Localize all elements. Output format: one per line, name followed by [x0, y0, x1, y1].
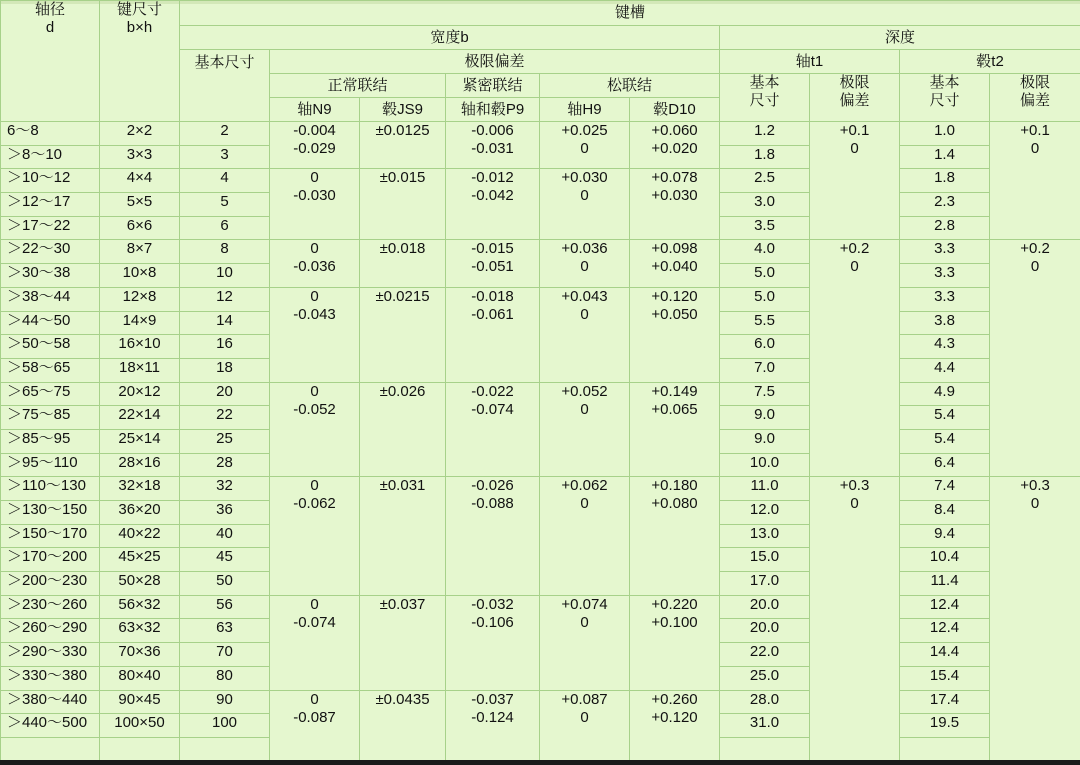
h9-lower: 0	[580, 400, 589, 418]
cell-key-size: 14×9	[100, 311, 180, 335]
cell-shaft-h9	[540, 122, 630, 169]
t2-dev-upper: +0.3	[1020, 477, 1050, 495]
cell-width-basic: 8	[180, 240, 270, 264]
cell-t2-basic: 12.4	[900, 619, 990, 643]
cell-shaft-diameter: ＞150～170	[1, 524, 100, 548]
cell-width-basic: 5	[180, 193, 270, 217]
h9-upper: +0.074	[561, 595, 608, 613]
cell-width-basic: 10	[180, 264, 270, 288]
p9-upper: -0.012	[471, 169, 514, 187]
cell-hub-d10	[630, 690, 720, 761]
cell-shaft-diameter: ＞330～380	[1, 666, 100, 690]
cell-hub-d10	[630, 240, 720, 287]
cell-shaft-h9	[540, 240, 630, 287]
cell-hub-d10	[630, 287, 720, 382]
header-key-size-line2: b×h	[126, 19, 153, 36]
p9-upper: -0.006	[471, 122, 514, 139]
bottom-bar	[0, 760, 1080, 765]
cell-t2-basic: 3.3	[900, 287, 990, 311]
cell-t1-basic: 22.0	[720, 643, 810, 667]
d10-lower: +0.030	[651, 187, 698, 205]
cell-key-size: 20×12	[100, 382, 180, 406]
p9-lower: -0.051	[471, 258, 514, 276]
cell-shaft-diameter: ＞130～150	[1, 501, 100, 525]
cell-width-basic: 25	[180, 429, 270, 453]
p9-upper: -0.022	[471, 382, 514, 400]
header-t2-basic	[900, 74, 990, 122]
cell-key-size: 16×10	[100, 335, 180, 359]
cell-hub-js9: ±0.018	[360, 240, 446, 287]
cell-shaft-diameter: ＞58～65	[1, 358, 100, 382]
cell-t1-basic: 9.0	[720, 429, 810, 453]
h9-lower: 0	[580, 140, 589, 157]
cell-key-size: 8×7	[100, 240, 180, 264]
cell-shaft-diameter: ＞170～200	[1, 548, 100, 572]
cell-hub-d10	[630, 477, 720, 595]
cell-width-basic: 32	[180, 477, 270, 501]
cell-width-basic: 56	[180, 595, 270, 619]
cell-shaft-hub-p9	[446, 382, 540, 477]
table-row	[1, 382, 1080, 406]
cell-key-size: 3×3	[100, 145, 180, 169]
n9-upper: 0	[310, 169, 319, 187]
cell-t2-basic: 3.3	[900, 264, 990, 288]
cell-t1-basic: 7.5	[720, 382, 810, 406]
header-t2-limit-line1: 极限	[1020, 74, 1051, 91]
cell-key-size: 18×11	[100, 358, 180, 382]
cell-blank-key	[100, 737, 180, 761]
cell-t2-basic: 9.4	[900, 524, 990, 548]
n9-lower: -0.029	[293, 140, 336, 157]
cell-t2-basic: 1.8	[900, 169, 990, 193]
cell-shaft-n9	[270, 690, 360, 761]
header-t2-basic-line2: 尺寸	[929, 92, 960, 109]
t2-dev-upper: +0.1	[1020, 122, 1050, 139]
cell-t2-limit	[990, 122, 1080, 240]
header-normal-fit: 正常联结	[270, 74, 446, 98]
header-shaft-diameter-line1: 轴径	[34, 1, 65, 18]
t1-dev-upper: +0.1	[839, 122, 870, 139]
cell-key-size: 2×2	[100, 122, 180, 146]
h9-upper: +0.025	[561, 122, 608, 139]
cell-blank-d	[1, 737, 100, 761]
h9-lower: 0	[580, 613, 589, 631]
header-hub-d10: 毂D10	[630, 98, 720, 122]
cell-key-size: 80×40	[100, 666, 180, 690]
t2-dev-upper: +0.2	[1020, 240, 1050, 258]
cell-key-size: 50×28	[100, 572, 180, 596]
cell-shaft-hub-p9	[446, 169, 540, 240]
cell-shaft-n9	[270, 382, 360, 477]
cell-blank-t1	[720, 737, 810, 761]
cell-shaft-h9	[540, 287, 630, 382]
d10-upper: +0.098	[651, 240, 698, 258]
cell-t1-basic: 13.0	[720, 524, 810, 548]
cell-key-size: 28×16	[100, 453, 180, 477]
d10-upper: +0.149	[651, 382, 698, 400]
cell-shaft-diameter: ＞85～95	[1, 429, 100, 453]
cell-t1-basic: 7.0	[720, 358, 810, 382]
n9-upper: 0	[310, 287, 319, 305]
p9-lower: -0.106	[471, 613, 514, 631]
cell-shaft-h9	[540, 595, 630, 690]
table-row	[1, 169, 1080, 193]
cell-key-size: 70×36	[100, 643, 180, 667]
cell-shaft-diameter: ＞95～110	[1, 453, 100, 477]
cell-hub-js9: ±0.026	[360, 382, 446, 477]
p9-upper: -0.015	[471, 240, 514, 258]
cell-t2-basic: 11.4	[900, 572, 990, 596]
cell-key-size: 40×22	[100, 524, 180, 548]
d10-upper: +0.220	[651, 595, 698, 613]
cell-t2-basic: 8.4	[900, 501, 990, 525]
cell-key-size: 22×14	[100, 406, 180, 430]
cell-t2-basic: 1.4	[900, 145, 990, 169]
p9-upper: -0.032	[471, 595, 514, 613]
header-t1-basic-line1: 基本	[749, 74, 780, 91]
h9-upper: +0.036	[561, 240, 608, 258]
n9-upper: 0	[310, 382, 319, 400]
cell-shaft-diameter: ＞65～75	[1, 382, 100, 406]
h9-upper: +0.062	[561, 477, 608, 495]
header-shaft-hub-p9: 轴和毂P9	[446, 98, 540, 122]
cell-t1-basic: 11.0	[720, 477, 810, 501]
cell-width-basic: 2	[180, 122, 270, 146]
t1-dev-lower: 0	[850, 495, 859, 513]
d10-lower: +0.100	[651, 613, 698, 631]
cell-hub-js9: ±0.0435	[360, 690, 446, 761]
h9-lower: 0	[580, 258, 589, 276]
cell-key-size: 10×8	[100, 264, 180, 288]
p9-lower: -0.124	[471, 708, 514, 726]
p9-lower: -0.088	[471, 495, 514, 513]
cell-t1-basic: 6.0	[720, 335, 810, 359]
cell-key-size: 56×32	[100, 595, 180, 619]
header-shaft-diameter-line2: d	[45, 19, 55, 36]
h9-upper: +0.052	[561, 382, 608, 400]
d10-lower: +0.040	[651, 258, 698, 276]
cell-shaft-n9	[270, 287, 360, 382]
cell-shaft-diameter: 6～8	[1, 122, 100, 146]
header-t1-basic-line2: 尺寸	[749, 92, 780, 109]
cell-shaft-diameter: ＞75～85	[1, 406, 100, 430]
cell-width-basic: 36	[180, 501, 270, 525]
cell-hub-d10	[630, 169, 720, 240]
h9-upper: +0.087	[561, 690, 608, 708]
cell-shaft-diameter: ＞30～38	[1, 264, 100, 288]
cell-width-basic: 50	[180, 572, 270, 596]
cell-t1-basic: 15.0	[720, 548, 810, 572]
cell-shaft-h9	[540, 169, 630, 240]
t1-dev-lower: 0	[850, 258, 859, 276]
d10-lower: +0.065	[651, 400, 698, 418]
cell-t1-basic: 9.0	[720, 406, 810, 430]
header-limit-deviation: 极限偏差	[270, 50, 720, 74]
cell-t2-basic: 19.5	[900, 714, 990, 738]
header-hub-t2: 毂t2	[900, 50, 1080, 74]
cell-shaft-h9	[540, 477, 630, 595]
p9-lower: -0.042	[471, 187, 514, 205]
cell-width-basic: 22	[180, 406, 270, 430]
header-key-size	[100, 1, 180, 122]
cell-width-basic: 45	[180, 548, 270, 572]
d10-lower: +0.020	[651, 140, 698, 157]
table-row	[1, 287, 1080, 311]
cell-key-size: 63×32	[100, 619, 180, 643]
cell-shaft-n9	[270, 595, 360, 690]
cell-t2-basic: 2.8	[900, 216, 990, 240]
cell-width-basic: 4	[180, 169, 270, 193]
cell-hub-js9: ±0.037	[360, 595, 446, 690]
cell-t2-basic: 4.9	[900, 382, 990, 406]
cell-hub-js9: ±0.0125	[360, 122, 446, 169]
table-row	[1, 477, 1080, 501]
cell-width-basic: 80	[180, 666, 270, 690]
p9-lower: -0.031	[471, 140, 514, 157]
cell-width-basic: 28	[180, 453, 270, 477]
d10-upper: +0.120	[651, 287, 698, 305]
header-shaft-diameter	[1, 1, 100, 122]
n9-upper: 0	[310, 240, 319, 258]
cell-hub-d10	[630, 595, 720, 690]
cell-t2-basic: 3.3	[900, 240, 990, 264]
header-shaft-t1: 轴t1	[720, 50, 900, 74]
cell-shaft-n9	[270, 240, 360, 287]
cell-width-basic: 20	[180, 382, 270, 406]
cell-t2-basic: 1.0	[900, 122, 990, 146]
cell-t1-basic: 3.5	[720, 216, 810, 240]
cell-t2-basic: 3.8	[900, 311, 990, 335]
cell-key-size: 32×18	[100, 477, 180, 501]
cell-shaft-n9	[270, 122, 360, 169]
cell-width-basic: 12	[180, 287, 270, 311]
cell-shaft-h9	[540, 690, 630, 761]
cell-t2-basic: 7.4	[900, 477, 990, 501]
n9-upper: 0	[310, 690, 319, 708]
cell-key-size: 90×45	[100, 690, 180, 714]
cell-key-size: 45×25	[100, 548, 180, 572]
header-loose-fit: 松联结	[540, 74, 720, 98]
table-row	[1, 595, 1080, 619]
header-t1-basic	[720, 74, 810, 122]
cell-t2-limit	[990, 240, 1080, 477]
cell-shaft-diameter: ＞110～130	[1, 477, 100, 501]
cell-shaft-diameter: ＞8～10	[1, 145, 100, 169]
cell-shaft-diameter: ＞440～500	[1, 714, 100, 738]
table-row	[1, 240, 1080, 264]
cell-t2-limit	[990, 477, 1080, 761]
header-t1-limit	[810, 74, 900, 122]
cell-t1-limit	[810, 477, 900, 761]
cell-hub-d10	[630, 382, 720, 477]
cell-t2-basic: 6.4	[900, 453, 990, 477]
cell-t1-basic: 25.0	[720, 666, 810, 690]
cell-shaft-diameter: ＞38～44	[1, 287, 100, 311]
cell-t1-basic: 4.0	[720, 240, 810, 264]
h9-lower: 0	[580, 495, 589, 513]
d10-upper: +0.078	[651, 169, 698, 187]
cell-shaft-hub-p9	[446, 690, 540, 761]
header-key-size-line1: 键尺寸	[116, 1, 162, 18]
cell-t2-basic: 4.3	[900, 335, 990, 359]
table-row	[1, 690, 1080, 714]
cell-key-size: 25×14	[100, 429, 180, 453]
cell-t1-basic: 2.5	[720, 169, 810, 193]
header-shaft-h9: 轴H9	[540, 98, 630, 122]
p9-lower: -0.061	[471, 305, 514, 323]
cell-t2-basic: 17.4	[900, 690, 990, 714]
cell-shaft-diameter: ＞230～260	[1, 595, 100, 619]
n9-upper: -0.004	[293, 122, 336, 139]
cell-width-basic: 63	[180, 619, 270, 643]
t2-dev-lower: 0	[1030, 258, 1040, 276]
header-shaft-n9: 轴N9	[270, 98, 360, 122]
cell-blank-b	[180, 737, 270, 761]
cell-shaft-hub-p9	[446, 287, 540, 382]
h9-lower: 0	[580, 305, 589, 323]
header-width-b: 宽度b	[180, 26, 720, 50]
d10-upper: +0.180	[651, 477, 698, 495]
cell-width-basic: 6	[180, 216, 270, 240]
header-keyway: 键槽	[180, 1, 1080, 26]
cell-width-basic: 14	[180, 311, 270, 335]
cell-shaft-hub-p9	[446, 122, 540, 169]
h9-upper: +0.043	[561, 287, 608, 305]
n9-upper: 0	[310, 477, 319, 495]
n9-lower: -0.030	[293, 187, 336, 205]
n9-lower: -0.062	[293, 495, 336, 513]
cell-t1-limit	[810, 122, 900, 240]
cell-key-size: 5×5	[100, 193, 180, 217]
cell-t1-limit	[810, 240, 900, 477]
header-depth: 深度	[720, 26, 1080, 50]
cell-t1-basic: 17.0	[720, 572, 810, 596]
cell-hub-js9: ±0.0215	[360, 287, 446, 382]
cell-shaft-n9	[270, 169, 360, 240]
cell-key-size: 4×4	[100, 169, 180, 193]
cell-shaft-hub-p9	[446, 240, 540, 287]
n9-lower: -0.052	[293, 400, 336, 418]
d10-lower: +0.080	[651, 495, 698, 513]
cell-shaft-diameter: ＞17～22	[1, 216, 100, 240]
cell-shaft-diameter: ＞200～230	[1, 572, 100, 596]
t1-dev-upper: +0.3	[839, 477, 870, 495]
n9-lower: -0.074	[293, 613, 336, 631]
cell-shaft-diameter: ＞44～50	[1, 311, 100, 335]
cell-t2-basic: 5.4	[900, 406, 990, 430]
cell-t1-basic: 12.0	[720, 501, 810, 525]
cell-width-basic: 100	[180, 714, 270, 738]
header-tight-fit: 紧密联结	[446, 74, 540, 98]
n9-lower: -0.036	[293, 258, 336, 276]
header-basic-size: 基本尺寸	[180, 50, 270, 122]
cell-t2-basic: 4.4	[900, 358, 990, 382]
n9-upper: 0	[310, 595, 319, 613]
cell-t2-basic: 5.4	[900, 429, 990, 453]
t1-dev-upper: +0.2	[839, 240, 870, 258]
cell-t1-basic: 31.0	[720, 714, 810, 738]
cell-shaft-diameter: ＞50～58	[1, 335, 100, 359]
cell-width-basic: 16	[180, 335, 270, 359]
cell-t1-basic: 3.0	[720, 193, 810, 217]
h9-upper: +0.030	[561, 169, 608, 187]
d10-lower: +0.050	[651, 305, 698, 323]
cell-hub-js9: ±0.015	[360, 169, 446, 240]
cell-shaft-diameter: ＞10～12	[1, 169, 100, 193]
cell-t1-basic: 28.0	[720, 690, 810, 714]
cell-shaft-diameter: ＞380～440	[1, 690, 100, 714]
cell-t1-basic: 5.0	[720, 264, 810, 288]
cell-width-basic: 70	[180, 643, 270, 667]
cell-shaft-h9	[540, 382, 630, 477]
p9-upper: -0.018	[471, 287, 514, 305]
cell-shaft-n9	[270, 477, 360, 595]
cell-shaft-diameter: ＞12～17	[1, 193, 100, 217]
cell-width-basic: 18	[180, 358, 270, 382]
header-t1-limit-line1: 极限	[839, 74, 870, 91]
cell-shaft-diameter: ＞290～330	[1, 643, 100, 667]
cell-shaft-hub-p9	[446, 477, 540, 595]
cell-t1-basic: 5.5	[720, 311, 810, 335]
cell-t2-basic: 14.4	[900, 643, 990, 667]
cell-t2-basic: 10.4	[900, 548, 990, 572]
cell-key-size: 6×6	[100, 216, 180, 240]
cell-t1-basic: 10.0	[720, 453, 810, 477]
cell-key-size: 36×20	[100, 501, 180, 525]
header-t2-limit	[990, 74, 1080, 122]
header-hub-js9: 毂JS9	[360, 98, 446, 122]
cell-t1-basic: 20.0	[720, 619, 810, 643]
cell-shaft-diameter: ＞22～30	[1, 240, 100, 264]
cell-t2-basic: 2.3	[900, 193, 990, 217]
t2-dev-lower: 0	[1030, 495, 1040, 513]
cell-hub-js9: ±0.031	[360, 477, 446, 595]
cell-t1-basic: 1.2	[720, 122, 810, 146]
header-t2-limit-line2: 偏差	[1020, 92, 1051, 109]
n9-lower: -0.087	[293, 708, 336, 726]
p9-lower: -0.074	[471, 400, 514, 418]
cell-t2-basic: 15.4	[900, 666, 990, 690]
t1-dev-lower: 0	[850, 140, 859, 157]
cell-t2-basic: 12.4	[900, 595, 990, 619]
p9-upper: -0.037	[471, 690, 514, 708]
d10-upper: +0.260	[651, 690, 698, 708]
header-t1-limit-line2: 偏差	[839, 92, 870, 109]
cell-hub-d10	[630, 122, 720, 169]
cell-t1-basic: 20.0	[720, 595, 810, 619]
cell-width-basic: 40	[180, 524, 270, 548]
cell-key-size: 100×50	[100, 714, 180, 738]
cell-t1-basic: 1.8	[720, 145, 810, 169]
cell-width-basic: 90	[180, 690, 270, 714]
t2-dev-lower: 0	[1030, 140, 1040, 157]
cell-width-basic: 3	[180, 145, 270, 169]
cell-key-size: 12×8	[100, 287, 180, 311]
h9-lower: 0	[580, 187, 589, 205]
cell-shaft-diameter: ＞260～290	[1, 619, 100, 643]
header-t2-basic-line1: 基本	[929, 74, 960, 91]
cell-shaft-hub-p9	[446, 595, 540, 690]
n9-lower: -0.043	[293, 305, 336, 323]
h9-lower: 0	[580, 708, 589, 726]
table-row	[1, 122, 1080, 146]
d10-upper: +0.060	[651, 122, 698, 139]
cell-t1-basic: 5.0	[720, 287, 810, 311]
p9-upper: -0.026	[471, 477, 514, 495]
d10-lower: +0.120	[651, 708, 698, 726]
